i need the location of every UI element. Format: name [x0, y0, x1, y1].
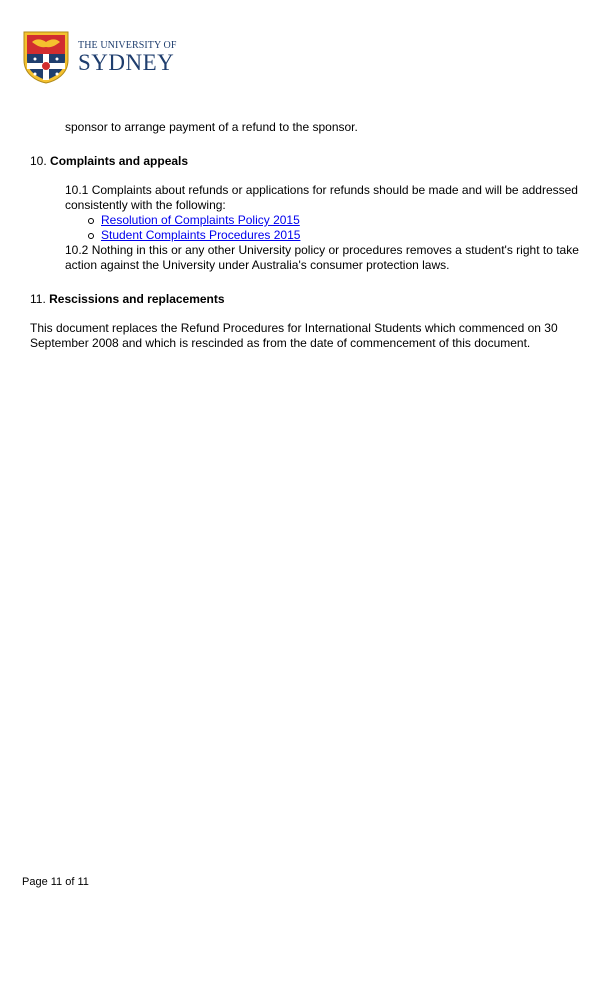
university-crest-icon — [22, 30, 70, 84]
list-item — [101, 228, 580, 243]
section-10-heading — [30, 154, 580, 169]
university-logo — [22, 30, 182, 84]
section-10-number: 10. — [30, 154, 47, 168]
policy-links-list — [65, 213, 580, 243]
section-10-title: Complaints and appeals — [50, 154, 189, 168]
section-11-heading — [30, 292, 580, 307]
resolution-of-complaints-policy-link[interactable]: Resolution of Complaints Policy 2015 — [101, 213, 300, 227]
section-10-2-paragraph: 10.2 Nothing in this or any other University policy or procedures removes a student's right to take action against the University under Australia's consumer protection laws. — [65, 243, 579, 272]
document-body — [30, 120, 580, 351]
wordmark-line1: THE UNIVERSITY OF — [78, 40, 177, 51]
continuation-paragraph: sponsor to arrange payment of a refund to the sponsor. — [65, 120, 358, 134]
section-11-paragraph: This document replaces the Refund Procedures for International Students which commenced on 30 September 2008 and which is rescinded as from the date of commencement of this document. — [30, 321, 558, 350]
section-10-body — [30, 183, 580, 273]
wordmark-line2: SYDNEY — [78, 50, 175, 75]
section-11-number: 11. — [30, 292, 46, 306]
university-wordmark — [78, 40, 177, 74]
page-number-footer: Page 11 of 11 — [22, 876, 89, 888]
student-complaints-procedures-link[interactable]: Student Complaints Procedures 2015 — [101, 228, 301, 242]
list-item — [101, 213, 580, 228]
section-11-title: Rescissions and replacements — [49, 292, 225, 306]
section-10-1-paragraph: 10.1 Complaints about refunds or applications for refunds should be made and will be addressed consistently with the following: — [65, 183, 578, 212]
